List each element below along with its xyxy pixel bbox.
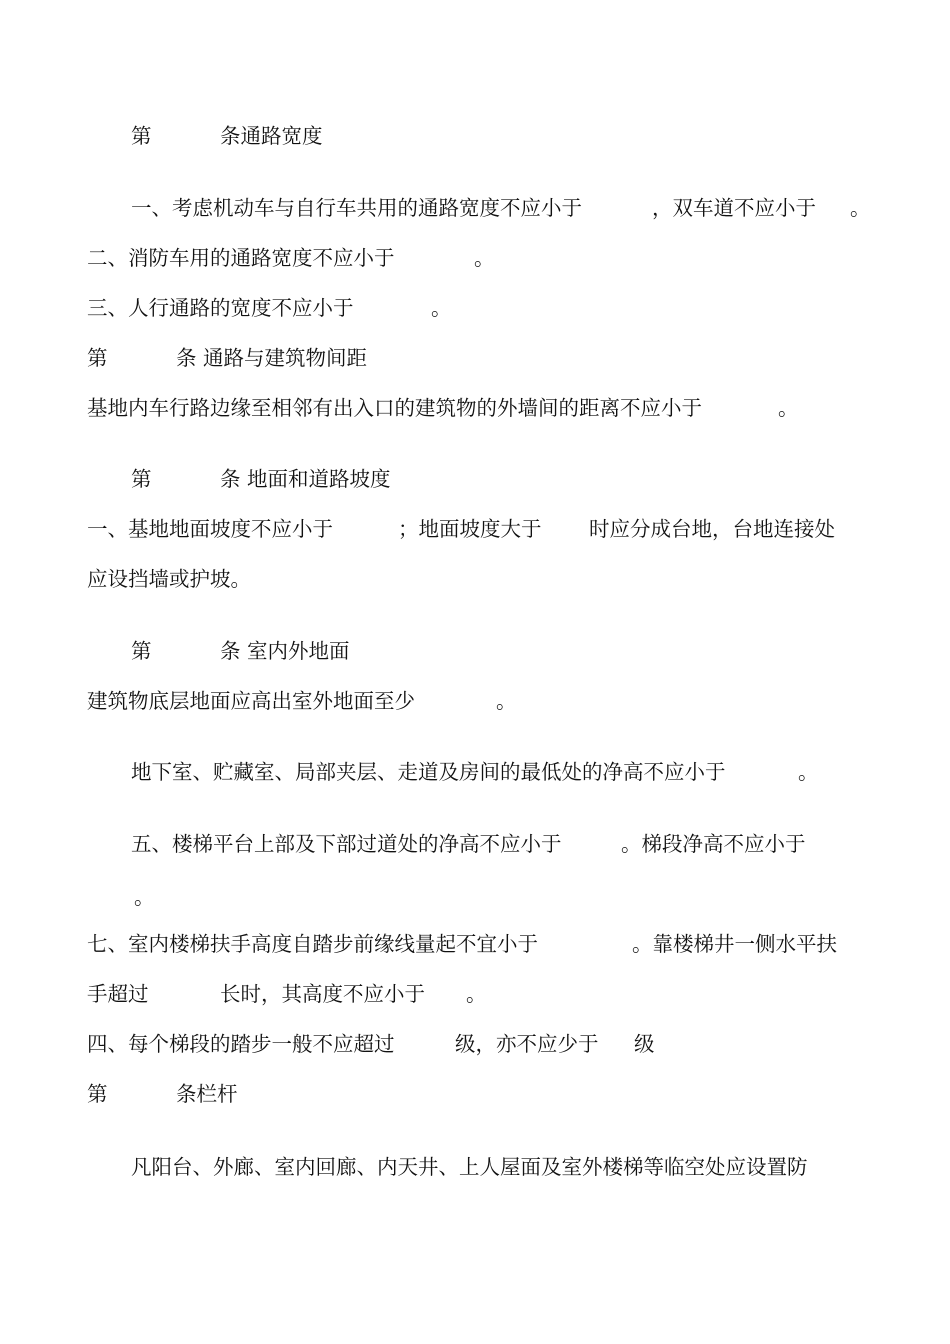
text-segment: 。 — [474, 246, 495, 270]
article-prefix: 第 — [131, 639, 152, 663]
text-segment: 基地内车行路边缘至相邻有出入口的建筑物的外墙间的距离不应小于 — [87, 396, 702, 420]
text-segment: ；地面坡度大于 — [398, 517, 542, 541]
text-segment: 七、室内楼梯扶手高度自踏步前缘线量起不宜小于 — [87, 932, 538, 956]
text-segment: 二、消防车用的通路宽度不应小于 — [87, 246, 395, 270]
text-segment: 四、每个梯段的踏步一般不应超过 — [87, 1032, 395, 1056]
text-segment: 三、人行通路的宽度不应小于 — [87, 296, 354, 320]
text-segment: 建筑物底层地面应高出室外地面至少 — [87, 689, 415, 713]
text-segment: 一、基地地面坡度不应小于 — [87, 517, 333, 541]
text-segment: 。梯段净高不应小于 — [621, 832, 806, 856]
article-prefix: 第 — [87, 1082, 108, 1106]
text-segment: 。 — [496, 689, 517, 713]
article-prefix: 第 — [87, 346, 108, 370]
article-prefix: 第 — [131, 467, 152, 491]
article-title: 条 室内外地面 — [220, 639, 350, 663]
text-segment: ，双车道不应小于 — [652, 196, 816, 220]
article-title: 条通路宽度 — [220, 124, 323, 148]
text-segment: 手超过 — [87, 982, 149, 1006]
text-segment: 。 — [431, 296, 452, 320]
text-segment: 。 — [850, 196, 871, 220]
text-segment: 凡阳台、外廊、室内回廊、内天井、上人屋面及室外楼梯等临空处应设置防 — [131, 1155, 808, 1179]
text-segment: 。 — [798, 760, 819, 784]
text-segment: 长时，其高度不应小于 — [220, 982, 425, 1006]
article-prefix: 第 — [131, 124, 152, 148]
text-segment: 。 — [778, 396, 799, 420]
text-segment: 。 — [134, 885, 155, 909]
text-segment: 。靠楼梯井一侧水平扶 — [632, 932, 837, 956]
text-segment: 应设挡墙或护坡。 — [87, 567, 251, 591]
text-segment: 一、考虑机动车与自行车共用的通路宽度不应小于 — [131, 196, 582, 220]
text-segment: 五、楼梯平台上部及下部过道处的净高不应小于 — [131, 832, 562, 856]
text-segment: 级 — [634, 1032, 655, 1056]
text-segment: 地下室、贮藏室、局部夹层、走道及房间的最低处的净高不应小于 — [131, 760, 726, 784]
article-title: 条 通路与建筑物间距 — [176, 346, 368, 370]
article-title: 条栏杆 — [176, 1082, 238, 1106]
text-segment: 时应分成台地，台地连接处 — [589, 517, 835, 541]
text-segment: 。 — [466, 982, 487, 1006]
text-segment: 级，亦不应少于 — [455, 1032, 599, 1056]
article-title: 条 地面和道路坡度 — [220, 467, 391, 491]
